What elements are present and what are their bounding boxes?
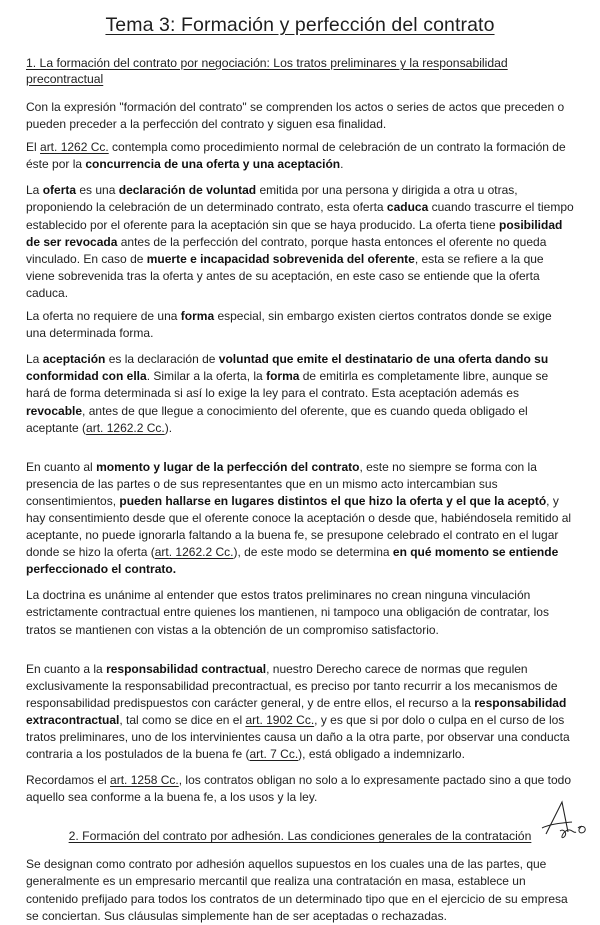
section-1-paragraph-2: El art. 1262 Cc. contempla como procedimiento normal de celebración de un contrato la formación de éste por la concurrencia de una oferta y una aceptación. (26, 140, 566, 172)
section-1-paragraph-5: La aceptación es la declaración de voluntad que emite el destinatario de una oferta dando su conformidad con ella. Similar a la oferta, la forma de emitirla es completamente libre, aunque se hará de forma determinada si así lo exige la ley para el contrato. Esta aceptación además es revocable, antes de que llegue a conocimiento del oferente, que es cuando queda obligado el aceptante (art. 1262.2 Cc.). (26, 352, 549, 435)
section-1-paragraph-9: Recordamos el art. 1258 Cc., los contratos obligan no solo a lo expresamente pactado sino a que todo aquello sea conforme a la buena fe, a los usos y la ley. (26, 773, 572, 805)
page-title: Tema 3: Formación y perfección del contrato (105, 14, 495, 36)
section-1-paragraph-6: En cuanto al momento y lugar de la perfección del contrato, este no siempre se forma con la presencia de las partes o de sus representantes que en un mismo acto intercambian sus consentimientos, pueden hallarse en lugares distintos el que hizo la oferta y el que la aceptó, y hay consentimiento desde que el oferente conoce la aceptación o desde que, habiéndosela remitido al aceptante, no puede ignorarla faltando a la buena fe, se presupone celebrado el contrato en el lugar donde se hizo la oferta (art. 1262.2 Cc.), de este modo se determina en qué momento se entiende perfeccionado el contrato. (26, 459, 572, 577)
article-reference: art. 1902 Cc. (245, 712, 315, 727)
article-reference: art. 1262 Cc. (40, 140, 109, 155)
section-1-paragraph-4: La oferta no requiere de una forma especial, sin embargo existen ciertos contratos donde se exige una determinada forma. (26, 309, 552, 341)
document-page (26, 14, 574, 925)
section-1-paragraph-7: La doctrina es unánime al entender que estos tratos preliminares no crean ninguna vinculación estrictamente contractual entre quienes los mantienen, ni tampoco una obligación de contratar, los tratos se mantienen con vistas a la obtención de un compromiso satisfactorio. (26, 588, 549, 637)
section-2-heading: 2. Formación del contrato por adhesión. Las condiciones generales de la contratación (68, 829, 532, 844)
section-1-paragraph-1: Con la expresión "formación del contrato" se comprenden los actos o series de actos que preceden o pueden preceder a la perfección del contrato y siguen esa finalidad. (26, 100, 565, 132)
article-reference: art. 7 Cc. (249, 747, 299, 762)
handwritten-signature (538, 798, 590, 840)
section-1-paragraph-3: La oferta es una declaración de voluntad emitida por una persona y dirigida a otra u otras, proponiendo la celebración de un determinado contrato, esta oferta caduca cuando trascurre el tiempo establecido por el oferente para la aceptación sin que se haya producido. La oferta tiene posibilidad de ser revocada antes de la perfección del contrato, porque hasta entonces el oferente no queda vinculado. En caso de muerte e incapacidad sobrevenida del oferente, esta se refiere a la que viene sobrevenida tras la oferta y antes de su aceptación, en este caso se entiende que la oferta caduca. (26, 183, 574, 300)
section-1-heading: 1. La formación del contrato por negociación: Los tratos preliminares y la responsabilidad precontractual (26, 56, 508, 86)
article-reference: art. 1258 Cc. (110, 773, 179, 788)
section-2-paragraph-1: Se designan como contrato por adhesión aquellos supuestos en los cuales una de las partes, que generalmente es un empresario mercantil que realiza una contratación en masa, establece un contenido prefijado para todos los contratos de un determinado tipo que en el ejercicio de su empresa se conciertan. Sus cláusulas simplemente han de ser aceptadas o rechazadas. (26, 857, 568, 923)
article-reference: art. 1262.2 Cc. (86, 420, 165, 435)
article-reference: art. 1262.2 Cc. (154, 545, 234, 560)
section-1-paragraph-8: En cuanto a la responsabilidad contractual, nuestro Derecho carece de normas que regulen exclusivamente la responsabilidad precontractual, es preciso por tanto recurrir a los mecanismos de responsabilidad predispuestos con carácter general, y de entre ellos, el recurso a la responsabilidad extracontractual, tal como se dice en el art. 1902 Cc., y es que si por dolo o culpa en el curso de los tratos preliminares, uno de los intervinientes causa un daño a la otra parte, por observar una conducta contraria a los postulados de la buena fe (art. 7 Cc.), está obligado a indemnizarlo. (26, 661, 570, 762)
